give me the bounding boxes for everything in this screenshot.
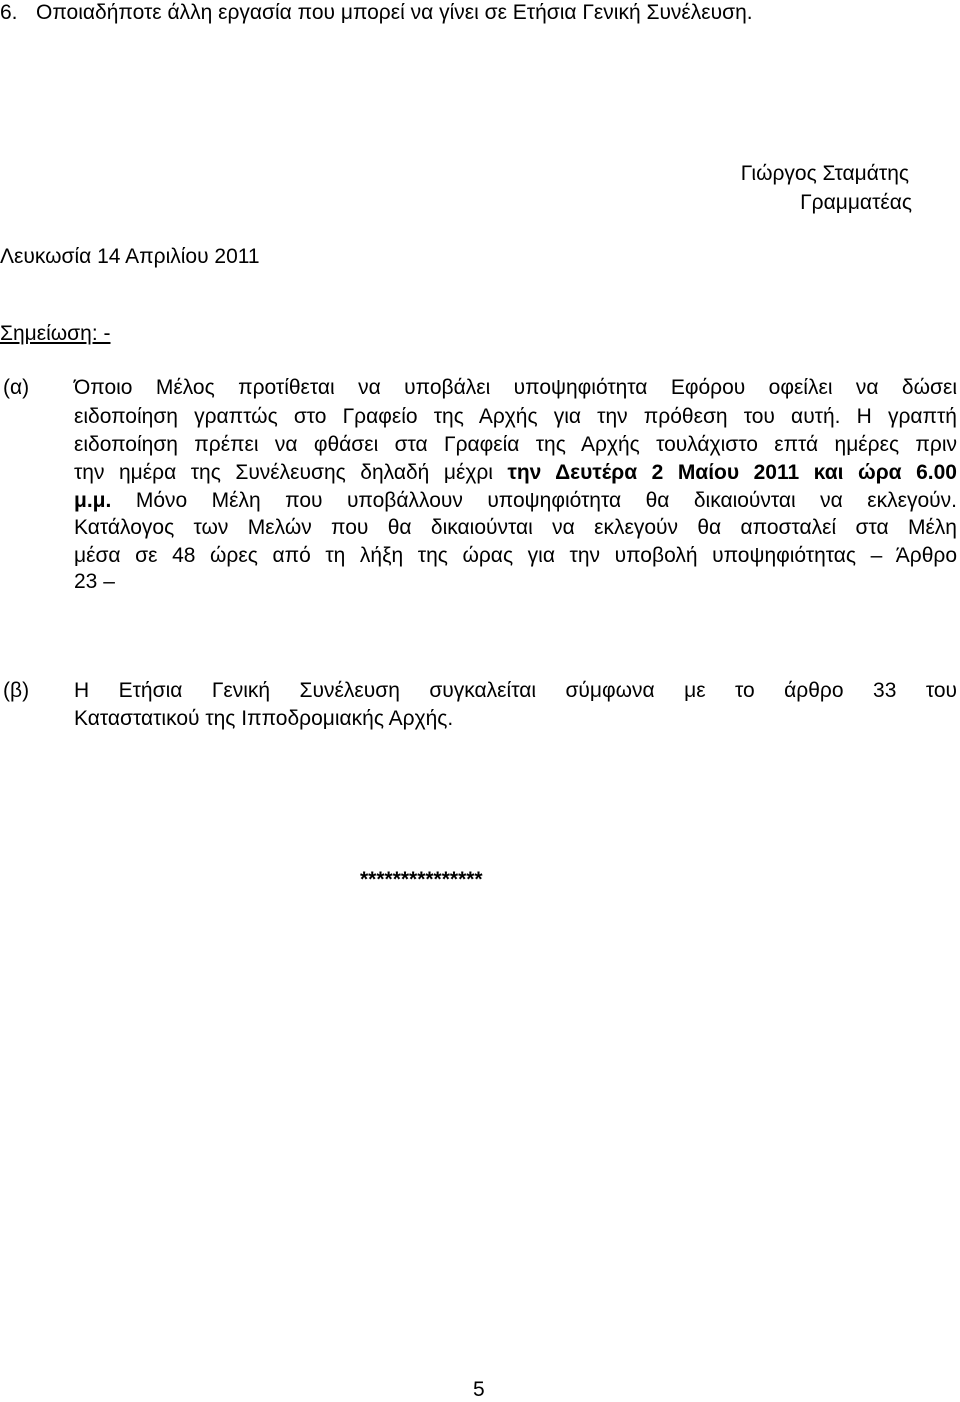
item-6-text: Οποιαδήποτε άλλη εργασία που μπορεί να γίνει σε Ετήσια Γενική Συνέλευση. [36,1,753,24]
note-a-line-3: ειδοποίηση πρέπει να φθάσει στα Γραφεία της Αρχής τουλάχιστο επτά ημέρες πριν [74,433,957,456]
note-a-line-5-text: Μόνο Μέλη που υποβάλλουν υποψηφιότητα θα δικαιούνται να εκλεγούν. [111,489,957,512]
note-heading: Σημείωση: - [0,322,111,345]
note-a-line-5 [74,489,957,513]
note-a-deadline: την Δευτέρα 2 Μαίου 2011 και ώρα 6.00 [507,461,957,484]
note-b-label: (β) [3,679,30,702]
note-a-line-6: Κατάλογος των Μελών που θα δικαιούνται να εκλεγούν θα αποσταλεί στα Μέλη [74,516,957,539]
signatory-name: Γιώργος Σταμάτης [740,162,909,185]
separator-asterisks: *************** [360,868,483,891]
note-a-label: (α) [3,376,30,399]
item-6-number: 6. [0,1,18,24]
note-a-line-4 [74,461,957,485]
note-a-deadline-pm: μ.μ. [74,489,112,512]
page-number: 5 [473,1378,485,1401]
place-date: Λευκωσία 14 Απριλίου 2011 [0,245,260,268]
note-b-line-2: Καταστατικού της Ιπποδρομιακής Αρχής. [74,707,454,730]
note-a-line-8: 23 – [74,570,115,593]
note-a-line-7: μέσα σε 48 ώρες από τη λήξη της ώρας για την υποβολή υποψηφιότητας – Άρθρο [74,544,957,567]
note-a-line-4-text: την ημέρα της Συνέλευσης δηλαδή μέχρι [74,461,508,484]
note-b-line-1: Η Ετήσια Γενική Συνέλευση συγκαλείται σύμφωνα με το άρθρο 33 του [74,679,957,702]
note-a-line-1: Όποιο Μέλος προτίθεται να υποβάλει υποψηφιότητα Εφόρου οφείλει να δώσει [74,376,957,399]
note-a-line-2: ειδοποίηση γραπτώς στο Γραφείο της Αρχής για την πρόθεση του αυτή. Η γραπτή [74,405,957,428]
signatory-role: Γραμματέας [800,191,912,214]
